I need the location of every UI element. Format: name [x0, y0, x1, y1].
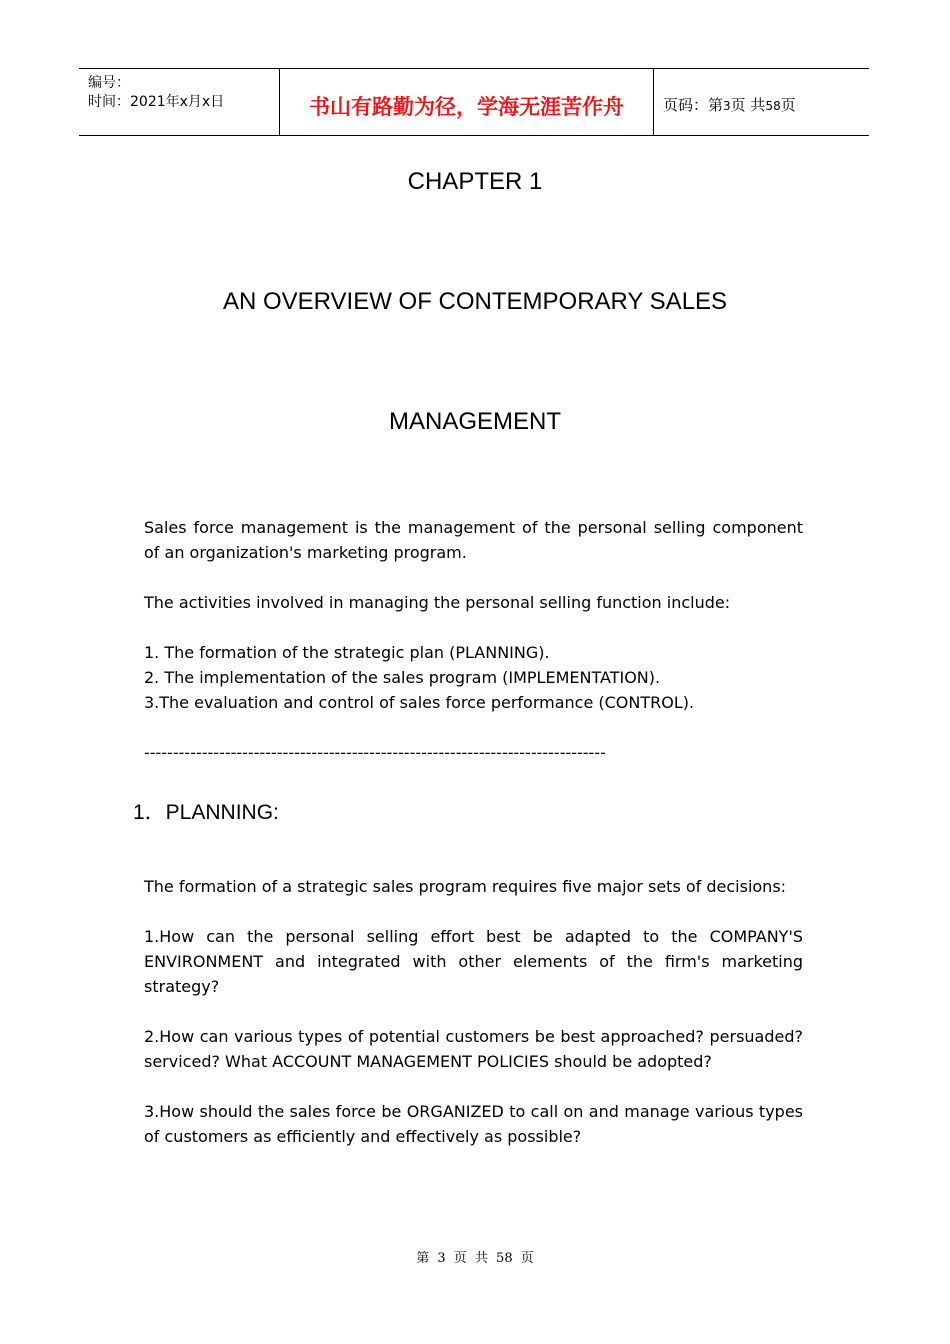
chapter-label: CHAPTER 1 — [407, 168, 543, 195]
motto: 书山有路勤为径，学海无涯苦作舟 — [309, 94, 624, 119]
intro-section — [144, 515, 803, 790]
chapter-title-line1: AN OVERVIEW OF CONTEMPORARY SALES — [222, 288, 728, 315]
number-label: 编号： — [88, 75, 130, 91]
question-item: 1.How can the personal selling effort best be adapted to the COMPANY'S ENVIRONMENT and integrated with other elements of the firm's marketing strategy? — [144, 927, 803, 996]
page-prefix: 页码：第 — [663, 96, 724, 114]
planning-intro: The formation of a strategic sales program requires five major sets of decisions: — [144, 877, 787, 896]
page-indicator — [663, 94, 796, 115]
page-footer: 第 3 页 共 58 页 — [416, 1251, 534, 1266]
header-page-cell — [654, 69, 869, 135]
header-meta-cell — [79, 69, 280, 135]
page-current: 3 — [723, 99, 731, 113]
activity-item: 3.The evaluation and control of sales force performance (CONTROL). — [144, 693, 695, 712]
chapter-title-line2: MANAGEMENT — [388, 408, 561, 435]
activity-item: 2. The implementation of the sales program (IMPLEMENTATION). — [144, 668, 661, 687]
activities-intro: The activities involved in managing the personal selling function include: — [144, 593, 731, 612]
activity-item: 1. The formation of the strategic plan (PLANNING). — [144, 643, 550, 662]
intro-paragraph: Sales force management is the management of the personal selling component of an organization's marketing program. — [144, 518, 803, 562]
page-suffix: 页 — [780, 96, 796, 114]
planning-section — [144, 874, 803, 1174]
question-item: 3.How should the sales force be ORGANIZED to call on and manage various types of customers as efficiently and effectively as possible? — [144, 1102, 803, 1146]
question-item: 2.How can various types of potential customers be best approached? persuaded? serviced? What ACCOUNT MANAGEMENT POLICIES should be adopted? — [144, 1027, 803, 1071]
divider: -------------------------------------------------------------------------------- — [144, 743, 606, 762]
page-mid: 页 共 — [730, 96, 766, 114]
time-label: 时间：2021年x月x日 — [88, 94, 225, 110]
header-motto-cell — [280, 69, 654, 135]
section-heading: 1．PLANNING: — [133, 801, 279, 824]
activities-list — [144, 640, 803, 715]
header-table — [79, 68, 869, 136]
page-total: 58 — [765, 99, 781, 113]
